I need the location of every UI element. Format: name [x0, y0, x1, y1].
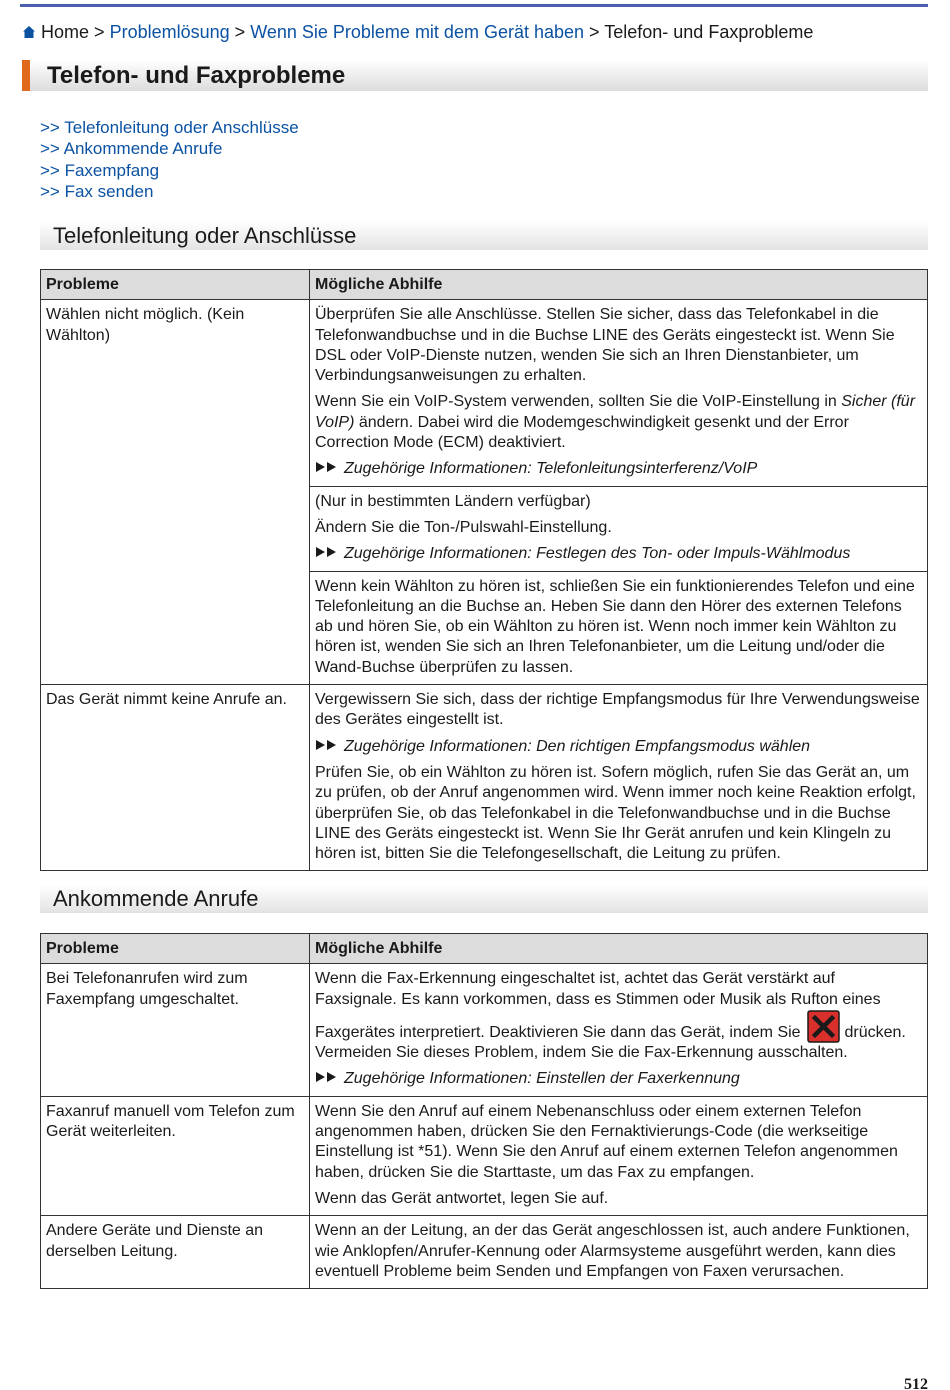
- breadcrumb-home[interactable]: Home: [41, 22, 90, 42]
- problems-table-ankommende-anrufe: [40, 933, 928, 1289]
- breadcrumb-separator: >: [589, 22, 600, 42]
- remedy-cell: [310, 964, 928, 1096]
- remedy-text: Wenn Sie den Anruf auf einem Nebenanschluss oder einem externen Telefon angenommen haben, drücken Sie den Fernaktivierungs-Code (die werkseitige Einstellung ist *51). Wenn Sie den Anruf auf einem externen Telefon angenommen haben, drücken Sie die Starttaste, um das Fax zu empfangen.: [315, 1102, 898, 1181]
- breadcrumb: [22, 21, 813, 43]
- breadcrumb-separator: >: [94, 22, 105, 42]
- table-header-row: [41, 270, 928, 300]
- related-info-link[interactable]: Zugehörige Informationen: Den richtigen Empfangsmodus wählen: [315, 737, 921, 757]
- double-arrow-icon: [315, 1069, 339, 1089]
- related-info-target[interactable]: Den richtigen Empfangsmodus wählen: [536, 737, 811, 755]
- section-heading-ankommende-anrufe: Ankommende Anrufe: [40, 885, 928, 913]
- table-row: [41, 964, 928, 1096]
- related-info-target[interactable]: Telefonleitungsinterferenz/VoIP: [536, 460, 758, 478]
- problem-cell: Wählen nicht möglich. (Kein Wählton): [41, 300, 310, 685]
- top-rule: [20, 4, 928, 7]
- breadcrumb-current: Telefon- und Faxprobleme: [604, 22, 814, 42]
- column-header-abhilfe: Mögliche Abhilfe: [310, 934, 928, 964]
- remedy-text: Überprüfen Sie alle Anschlüsse. Stellen Sie sicher, dass das Telefonkabel in die Telefonwandbuchse und in die Buchse LINE des Geräts eingesteckt ist. Wenn Sie DSL oder VoIP-Dienste nutzen, wenden Sie sich an Ihren Dienstanbieter, um Verbindungsanweisungen zu erhalten.: [315, 306, 895, 385]
- double-arrow-icon: [315, 544, 339, 564]
- toc-link-telefonleitung[interactable]: >> Telefonleitung oder Anschlüsse: [40, 118, 299, 137]
- breadcrumb-separator: >: [234, 22, 246, 42]
- related-info-label: Zugehörige Informationen: [344, 460, 528, 478]
- remedy-text: Ändern Sie die Ton-/Pulswahl-Einstellung.: [315, 518, 612, 536]
- table-row: [41, 1216, 928, 1289]
- stop-x-button-icon: [807, 1010, 840, 1043]
- section-heading-telefonleitung: Telefonleitung oder Anschlüsse: [40, 222, 928, 250]
- breadcrumb-link-problemloesung[interactable]: Problemlösung: [109, 22, 230, 42]
- page-title: Telefon- und Faxprobleme: [22, 60, 928, 91]
- toc-link-ankommende-anrufe[interactable]: >> Ankommende Anrufe: [40, 139, 223, 159]
- problem-cell: Faxanruf manuell vom Telefon zum Gerät weiterleiten.: [41, 1096, 310, 1215]
- remedy-text: Wenn das Gerät antwortet, legen Sie auf.: [315, 1189, 609, 1207]
- column-header-abhilfe: Mögliche Abhilfe: [310, 270, 928, 300]
- remedy-text: Wenn kein Wählton zu hören ist, schließen Sie ein funktionierendes Telefon und eine Telefonleitung an die Buchse an. Heben Sie dann den Hörer des externen Telefons ab und hören Sie, ob ein Wählton zu hören ist. Wenn noch immer kein Wählton zu hören ist, wenden Sie sich an Ihren Telefonanbieter, um die Leitung und/oder die Wand-Buchse überprüfen zu lassen.: [315, 577, 915, 676]
- remedy-text: Wenn Sie ein VoIP-System verwenden, sollten Sie die VoIP-Einstellung in Sicher (für VoIP) ändern. Dabei wird die Modemgeschwindigkeit gesenkt und der Error Correction Mode (ECM) deaktiviert.: [315, 393, 916, 452]
- column-header-probleme: Probleme: [41, 934, 310, 964]
- problem-cell: Andere Geräte und Dienste an derselben Leitung.: [41, 1216, 310, 1289]
- table-row: [41, 1096, 928, 1215]
- table-row: [41, 300, 928, 486]
- remedy-text: Wenn die Fax-Erkennung eingeschaltet ist, achtet das Gerät verstärkt auf Faxsignale. Es kann vorkommen, dass es Stimmen oder Musik als Rufton eines Faxgerätes interpretiert. Deaktivieren Sie dann das Gerät, indem Sie drücken. Vermeiden Sie dieses Problem, indem Sie die Fax-Erkennung ausschalten.: [315, 970, 906, 1062]
- toc-link-fax-senden[interactable]: >> Fax senden: [40, 181, 154, 201]
- problem-cell: Das Gerät nimmt keine Anrufe an.: [41, 685, 310, 871]
- home-icon[interactable]: [22, 25, 36, 39]
- related-info-label: Zugehörige Informationen: [344, 1070, 528, 1088]
- table-of-contents: [40, 117, 299, 202]
- breadcrumb-link-geraet-probleme[interactable]: Wenn Sie Probleme mit dem Gerät haben: [250, 22, 585, 42]
- column-header-probleme: Probleme: [41, 270, 310, 300]
- remedy-cell: [310, 486, 928, 571]
- remedy-cell: [310, 571, 928, 684]
- table-header-row: [41, 934, 928, 964]
- related-info-label: Zugehörige Informationen: [344, 737, 528, 755]
- related-info-link[interactable]: Zugehörige Informationen: Telefonleitungsinterferenz/VoIP: [315, 459, 921, 479]
- double-arrow-icon: [315, 459, 339, 479]
- related-info-link[interactable]: Zugehörige Informationen: Festlegen des Ton- oder Impuls-Wählmodus: [315, 544, 921, 564]
- problems-table-telefonleitung: [40, 269, 928, 871]
- double-arrow-icon: [315, 737, 339, 757]
- related-info-target[interactable]: Einstellen der Faxerkennung: [536, 1070, 740, 1088]
- remedy-cell: [310, 300, 928, 486]
- related-info-link[interactable]: Zugehörige Informationen: Einstellen der Faxerkennung: [315, 1069, 921, 1089]
- related-info-target[interactable]: Festlegen des Ton- oder Impuls-Wählmodus: [536, 545, 851, 563]
- page-number: 512: [904, 1376, 928, 1390]
- remedy-text: Vergewissern Sie sich, dass der richtige Empfangsmodus für Ihre Verwendungsweise des Gerätes eingestellt ist.: [315, 691, 920, 729]
- related-info-label: Zugehörige Informationen: [344, 545, 528, 563]
- remedy-text: Prüfen Sie, ob ein Wählton zu hören ist. Sofern möglich, rufen Sie das Gerät an, um zu prüfen, ob der Anruf angenommen wird. Wenn immer noch keine Reaktion erfolgt, überprüfen Sie, ob das Telefonkabel in die Telefonwandbuchse und in die Buchse LINE des Geräts eingesteckt ist. Wenn Sie Ihr Gerät anrufen und kein Klingeln zu hören ist, bitten Sie die Telefongesellschaft, die Leitung zu prüfen.: [315, 763, 916, 863]
- setting-name: Sicher (für VoIP): [315, 393, 916, 431]
- problem-cell: Bei Telefonanrufen wird zum Faxempfang umgeschaltet.: [41, 964, 310, 1096]
- remedy-cell: [310, 685, 928, 871]
- remedy-cell: [310, 1216, 928, 1289]
- table-row: [41, 685, 928, 871]
- remedy-cell: [310, 1096, 928, 1215]
- toc-link-faxempfang[interactable]: >> Faxempfang: [40, 160, 160, 180]
- remedy-text: (Nur in bestimmten Ländern verfügbar): [315, 492, 591, 510]
- remedy-text: Wenn an der Leitung, an der das Gerät angeschlossen ist, auch andere Funktionen, wie Anklopfen/Anrufer-Kennung oder Alarmsysteme ausgeführt werden, kann dies eventuell Probleme beim Senden und Empfangen von Faxen verursachen.: [315, 1222, 910, 1280]
